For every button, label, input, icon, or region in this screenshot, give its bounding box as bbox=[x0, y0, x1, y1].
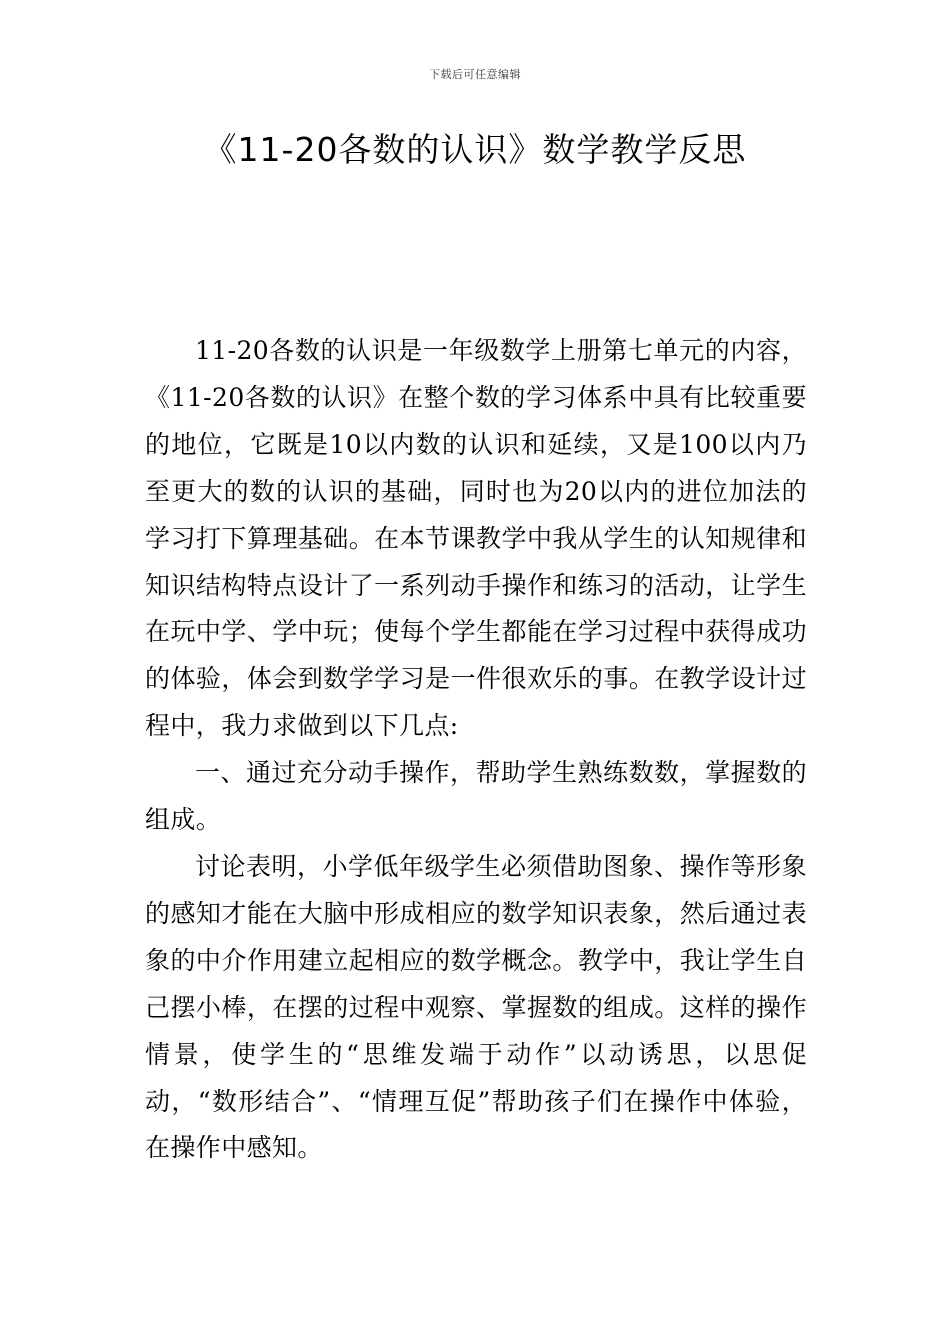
header-note: 下载后可任意编辑 bbox=[429, 68, 521, 81]
paragraph-section-heading: 一、通过充分动手操作，帮助学生熟练数数，掌握数的组成。 bbox=[145, 758, 807, 835]
document-title: 《11-20各数的认识》数学教学反思 bbox=[203, 130, 747, 169]
document-body bbox=[145, 328, 807, 1172]
paragraph-discussion: 讨论表明，小学低年级学生必须借助图象、操作等形象的感知才能在大脑中形成相应的数学知识表象，然后通过表象的中介作用建立起相应的数学概念。教学中，我让学生自己摆小棒，在摆的过程中观察、掌握数的组成。这样的操作情景，使学生的“思维发端于动作”以动诱思，以思促动，“数形结合”、“情理互促”帮助孩子们在操作中体验，在操作中感知。 bbox=[145, 851, 807, 1163]
paragraph-intro: 11-20各数的认识是一年级数学上册第七单元的内容，《11-20各数的认识》在整个数的学习体系中具有比较重要的地位，它既是10以内数的认识和延续，又是100以内乃至更大的数的认识的基础，同时也为20以内的进位加法的学习打下算理基础。在本节课教学中我从学生的认知规律和知识结构特点设计了一系列动手操作和练习的活动，让学生在玩中学、学中玩；使每个学生都能在学习过程中获得成功的体验，体会到数学学习是一件很欢乐的事。在教学设计过程中，我力求做到以下几点: bbox=[145, 336, 807, 741]
